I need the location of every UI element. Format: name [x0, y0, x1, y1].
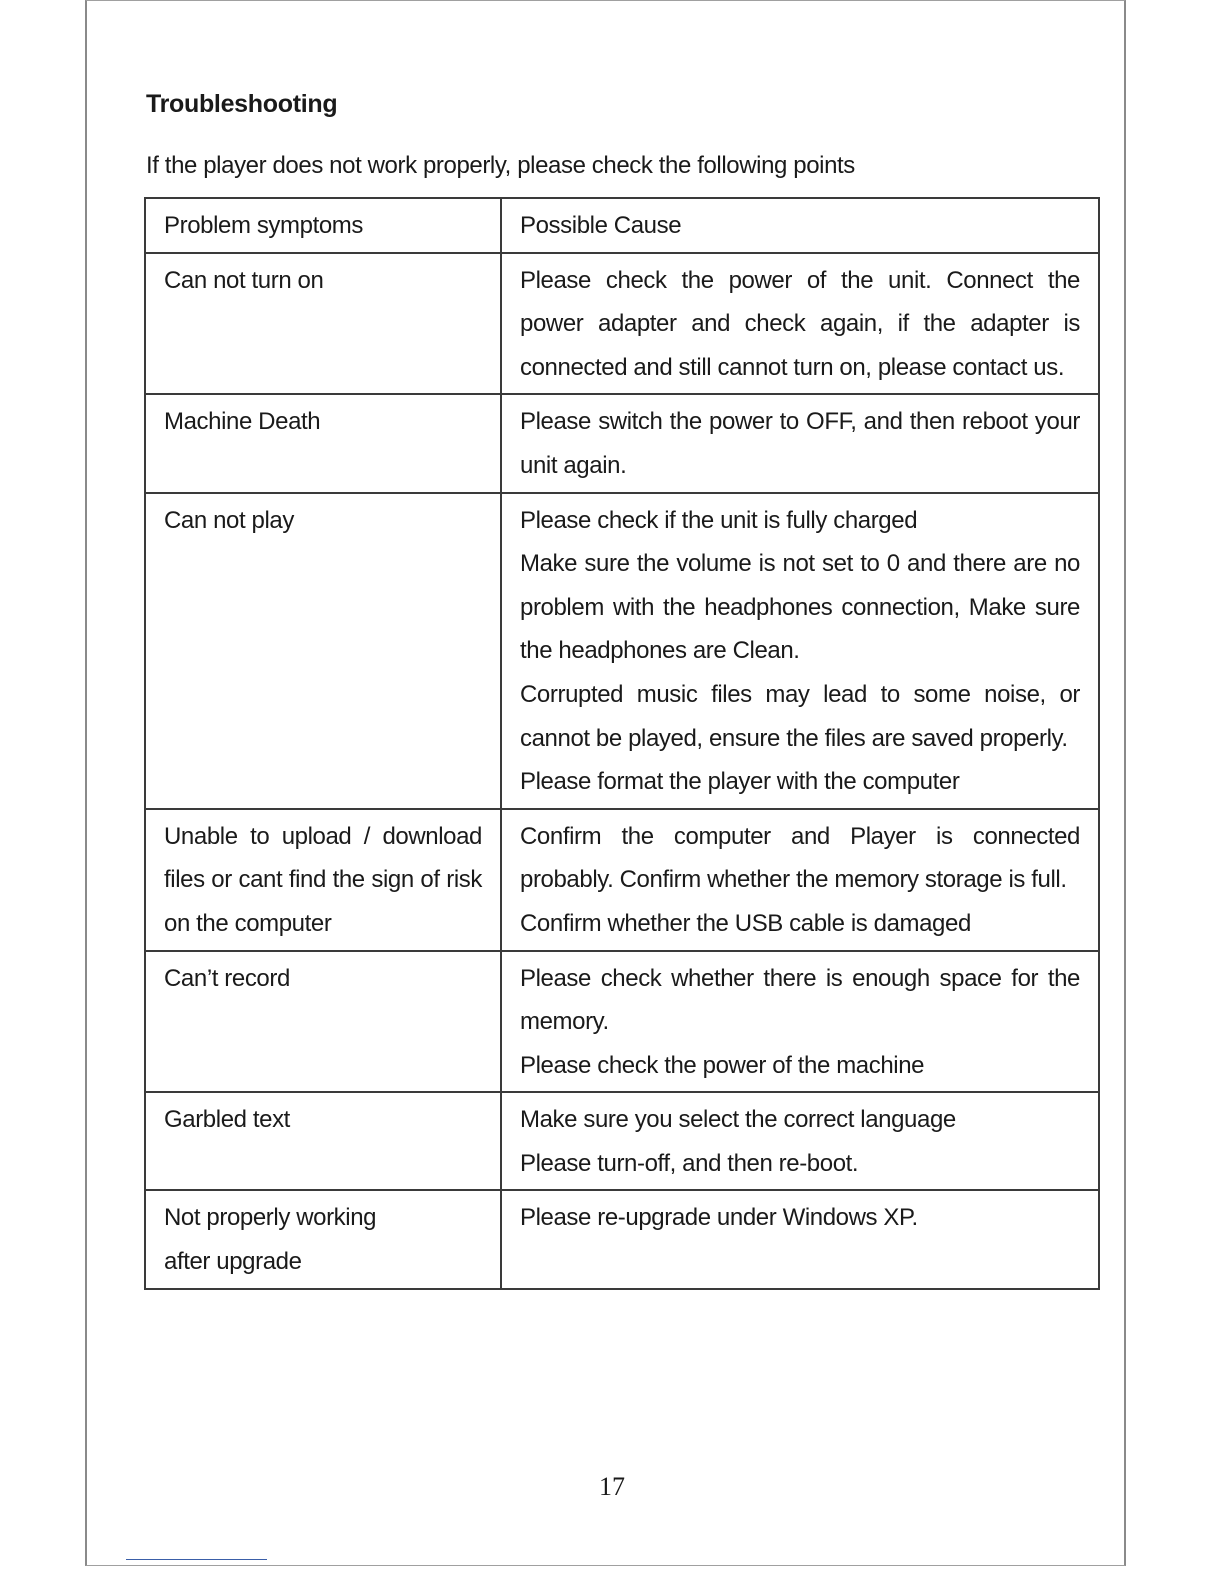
cause-line: Confirm whether the USB cable is damaged — [520, 909, 971, 937]
header-possible-cause: Possible Cause — [501, 198, 1099, 253]
cause-line: Please check if the unit is fully charged — [520, 506, 918, 534]
symptom-cell: Unable to upload / download files or cant find the sign of risk on the computer — [145, 809, 501, 951]
cause-cell — [501, 1092, 1099, 1190]
cause-cell — [501, 1190, 1099, 1288]
cause-line: Please check whether there is enough space for the memory. — [520, 964, 1080, 1036]
table-row — [145, 1190, 1099, 1288]
cause-line: Please format the player with the computer — [520, 768, 960, 796]
table-row — [145, 809, 1099, 951]
cause-cell — [501, 253, 1099, 395]
cause-cell — [501, 394, 1099, 492]
footnote-rule — [126, 1559, 267, 1560]
table-row — [145, 1092, 1099, 1190]
symptom-line: Not properly working — [164, 1204, 377, 1232]
cause-cell — [501, 493, 1099, 809]
table-row — [145, 493, 1099, 809]
table-header-row — [145, 198, 1099, 253]
cause-line: Please re-upgrade under Windows XP. — [520, 1204, 918, 1232]
symptom-cell: Garbled text — [145, 1092, 501, 1190]
cause-line: Make sure you select the correct language — [520, 1106, 956, 1134]
table-row — [145, 253, 1099, 395]
symptom-cell: Can’t record — [145, 951, 501, 1093]
table-row — [145, 951, 1099, 1093]
cause-line: Corrupted music files may lead to some noise, or cannot be played, ensure the files are saved properly. — [520, 680, 1080, 752]
header-problem-symptoms: Problem symptoms — [145, 198, 501, 253]
symptom-line: after upgrade — [164, 1248, 302, 1276]
cause-cell — [501, 951, 1099, 1093]
intro-text: If the player does not work properly, please check the following points — [146, 152, 855, 179]
cause-line: Make sure the volume is not set to 0 and there are no problem with the headphones connection, Make sure the headphones are Clean. — [520, 550, 1080, 665]
section-title: Troubleshooting — [146, 90, 338, 118]
symptom-cell: Can not turn on — [145, 253, 501, 395]
symptom-cell: Machine Death — [145, 394, 501, 492]
cause-line: Confirm the computer and Player is connected probably. Confirm whether the memory storage is full. — [520, 822, 1080, 894]
cause-line: Please switch the power to OFF, and then reboot your unit again. — [520, 408, 1080, 479]
troubleshooting-table — [144, 197, 1100, 1290]
cause-cell — [501, 809, 1099, 951]
page-number: 17 — [599, 1472, 625, 1501]
cause-line: Please turn-off, and then re-boot. — [520, 1149, 859, 1177]
symptom-cell — [145, 1190, 501, 1288]
cause-line: Please check the power of the unit. Connect the power adapter and check again, if the adapter is connected and still cannot turn on, please contact us. — [520, 266, 1080, 381]
table-row — [145, 394, 1099, 492]
symptom-cell: Can not play — [145, 493, 501, 809]
cause-line: Please check the power of the machine — [520, 1051, 925, 1079]
